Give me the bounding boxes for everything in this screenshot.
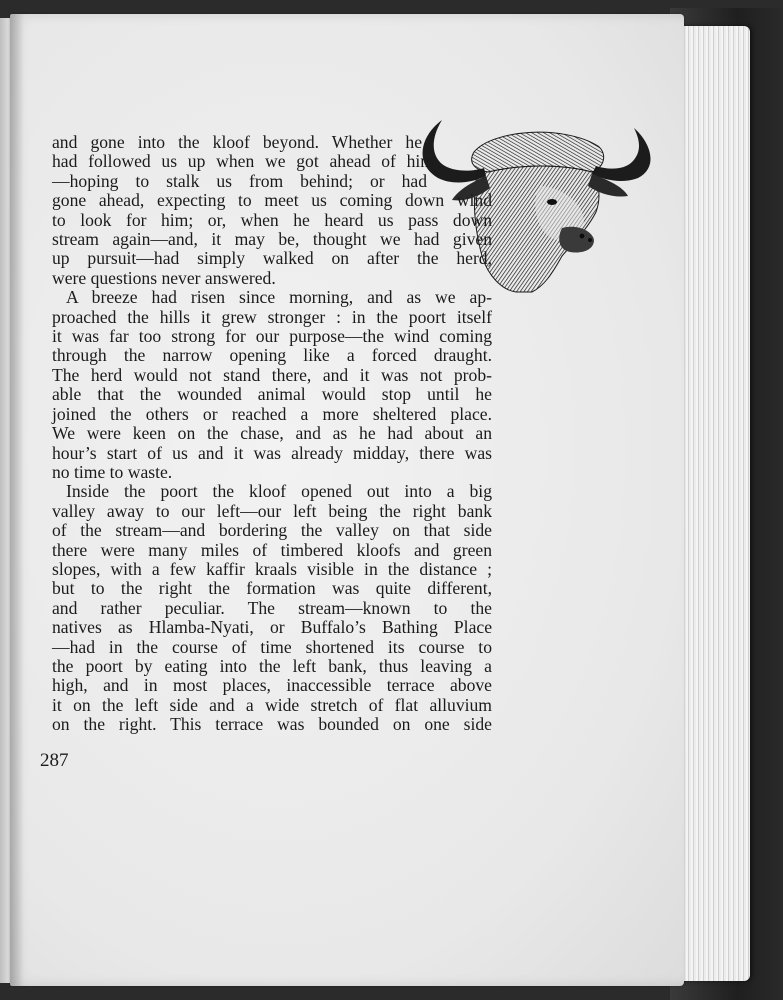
paragraph-1 xyxy=(52,133,492,288)
text-line: joined the others or reached a more sheltered place. xyxy=(52,403,492,424)
text-line: there were many miles of timbered kloofs and green xyxy=(52,539,492,560)
text-line: through the narrow opening like a forced draught. xyxy=(52,345,492,366)
paragraph-3 xyxy=(52,482,492,734)
page-number: 287 xyxy=(40,750,69,771)
text-line: —hoping to stalk us from behind; or had xyxy=(52,170,427,191)
text-line: valley away to our left—our left being the right bank xyxy=(52,500,492,521)
text-line: —had in the course of time shortened its course to xyxy=(52,636,492,657)
text-line: proached the hills it grew stronger : in the poort itself xyxy=(52,306,492,327)
text-line: The herd would not stand there, and it was not prob- xyxy=(52,364,492,385)
text-line: the poort by eating into the left bank, thus leaving a xyxy=(52,655,492,676)
text-line: up pursuit—had simply walked on after the herd, xyxy=(52,248,492,269)
text-line: hour’s start of us and it was already midday, there was xyxy=(52,442,492,463)
text-line: to look for him; or, when he heard us pass down xyxy=(52,209,492,230)
text-line: no time to waste. xyxy=(52,461,173,482)
text-line: able that the wounded animal would stop until he xyxy=(52,384,492,405)
text-line: it was far too strong for our purpose—the wind coming xyxy=(52,326,492,347)
text-line: Inside the poort the kloof opened out into a big xyxy=(66,481,492,502)
text-line: stream again—and, it may be, thought we had given xyxy=(52,229,492,250)
text-line: on the right. This terrace was bounded on one side xyxy=(52,714,492,735)
gutter-shadow xyxy=(10,14,24,986)
text-line: and gone into the kloof beyond. Whether he xyxy=(52,132,422,152)
text-line: We were keen on the chase, and as he had about an xyxy=(52,423,492,444)
text-line: gone ahead, expecting to meet us coming down wind xyxy=(52,190,492,211)
text-line: slopes, with a few kaffir kraals visible in the distance ; xyxy=(52,558,492,579)
text-line: A breeze had risen since morning, and as we ap- xyxy=(66,287,492,308)
text-line: but to the right the formation was quite different, xyxy=(52,578,492,599)
text-line: and rather peculiar. The stream—known to the xyxy=(52,597,492,618)
text-line: had followed us up when we got ahead of him xyxy=(52,151,434,172)
paragraph-2 xyxy=(52,288,492,482)
text-line: of the stream—and bordering the valley on that side xyxy=(52,520,492,541)
text-line: were questions never answered. xyxy=(52,267,276,288)
text-line: it on the left side and a wide stretch of flat alluvium xyxy=(52,694,492,715)
text-line: natives as Hlamba-Nyati, or Buffalo’s Bathing Place xyxy=(52,617,492,638)
page-edges xyxy=(676,26,750,981)
text-line: high, and in most places, inaccessible terrace above xyxy=(52,675,492,696)
body-text xyxy=(52,133,492,735)
